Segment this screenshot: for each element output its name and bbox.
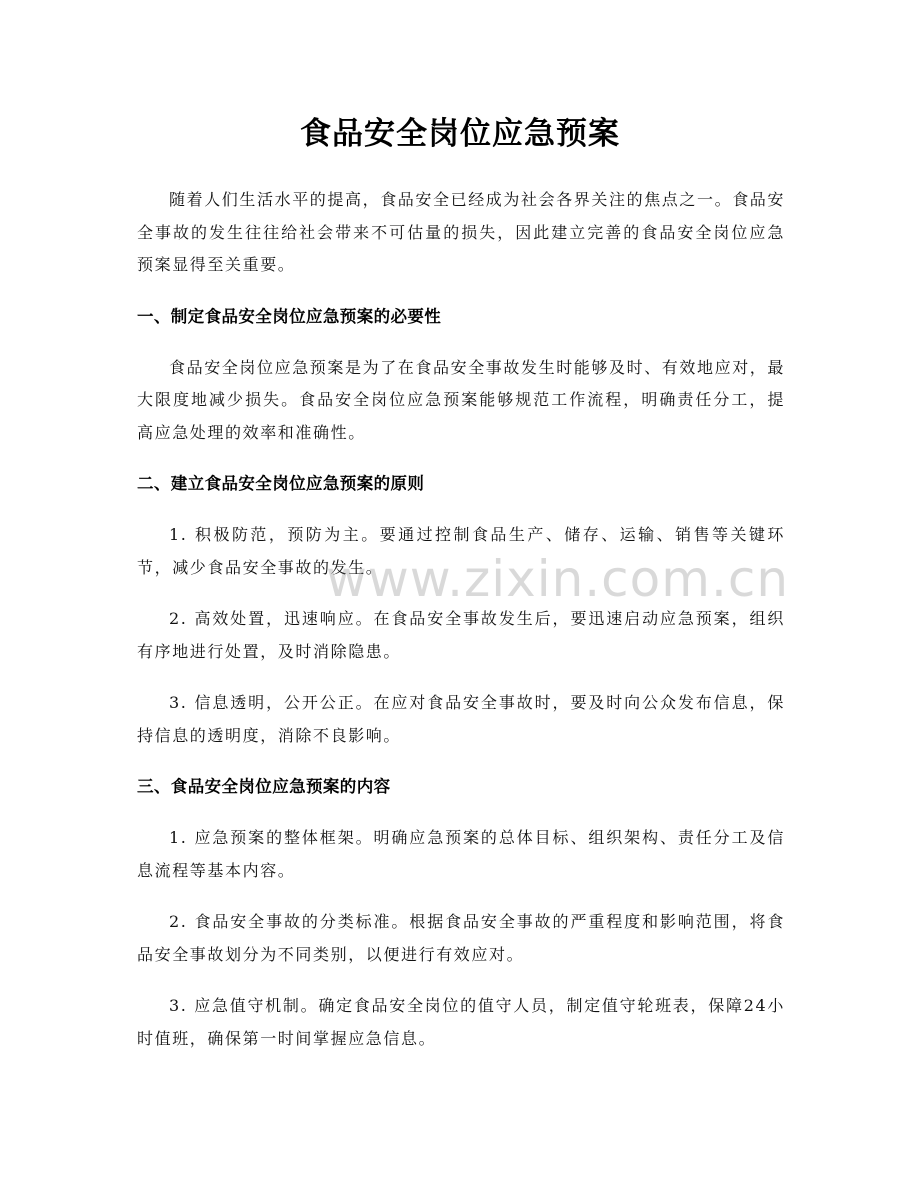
intro-paragraph: 随着人们生活水平的提高，食品安全已经成为社会各界关注的焦点之一。食品安全事故的发生往往给社会带来不可估量的损失，因此建立完善的食品安全岗位应急预案显得至关重要。 [137, 190, 786, 274]
section-3-paragraph-2: 2. 食品安全事故的分类标准。根据食品安全事故的严重程度和影响范围，将食品安全事故划分为不同类别，以便进行有效应对。 [137, 912, 785, 964]
section-2-paragraph-1: 1. 积极防范，预防为主。要通过控制食品生产、储存、运输、销售等关键环节，减少食品安全事故的发生。 [137, 525, 785, 577]
section-2-heading: 二、建立食品安全岗位应急预案的原则 [137, 474, 425, 493]
watermark: www.zixin.com.cn [326, 550, 790, 608]
section-2-paragraph-2: 2. 高效处置，迅速响应。在食品安全事故发生后，要迅速启动应急预案，组织有序地进行处置，及时消除隐患。 [137, 609, 785, 661]
document-title: 食品安全岗位应急预案 [300, 116, 620, 152]
document-body [137, 184, 785, 1074]
section-1-paragraph-1: 食品安全岗位应急预案是为了在食品安全事故发生时能够及时、有效地应对，最大限度地减少损失。食品安全岗位应急预案能够规范工作流程，明确责任分工，提高应急处理的效率和准确性。 [137, 357, 786, 442]
section-3-paragraph-1: 1. 应急预案的整体框架。明确应急预案的总体目标、组织架构、责任分工及信息流程等基本内容。 [137, 828, 785, 880]
section-3-heading: 三、食品安全岗位应急预案的内容 [137, 777, 391, 796]
section-2-paragraph-3: 3. 信息透明，公开公正。在应对食品安全事故时，要及时向公众发布信息，保持信息的透明度，消除不良影响。 [137, 693, 785, 745]
section-1-heading: 一、制定食品安全岗位应急预案的必要性 [137, 306, 442, 326]
section-3-paragraph-3: 3. 应急值守机制。确定食品安全岗位的值守人员，制定值守轮班表，保障24小时值班，确保第一时间掌握应急信息。 [137, 996, 785, 1048]
